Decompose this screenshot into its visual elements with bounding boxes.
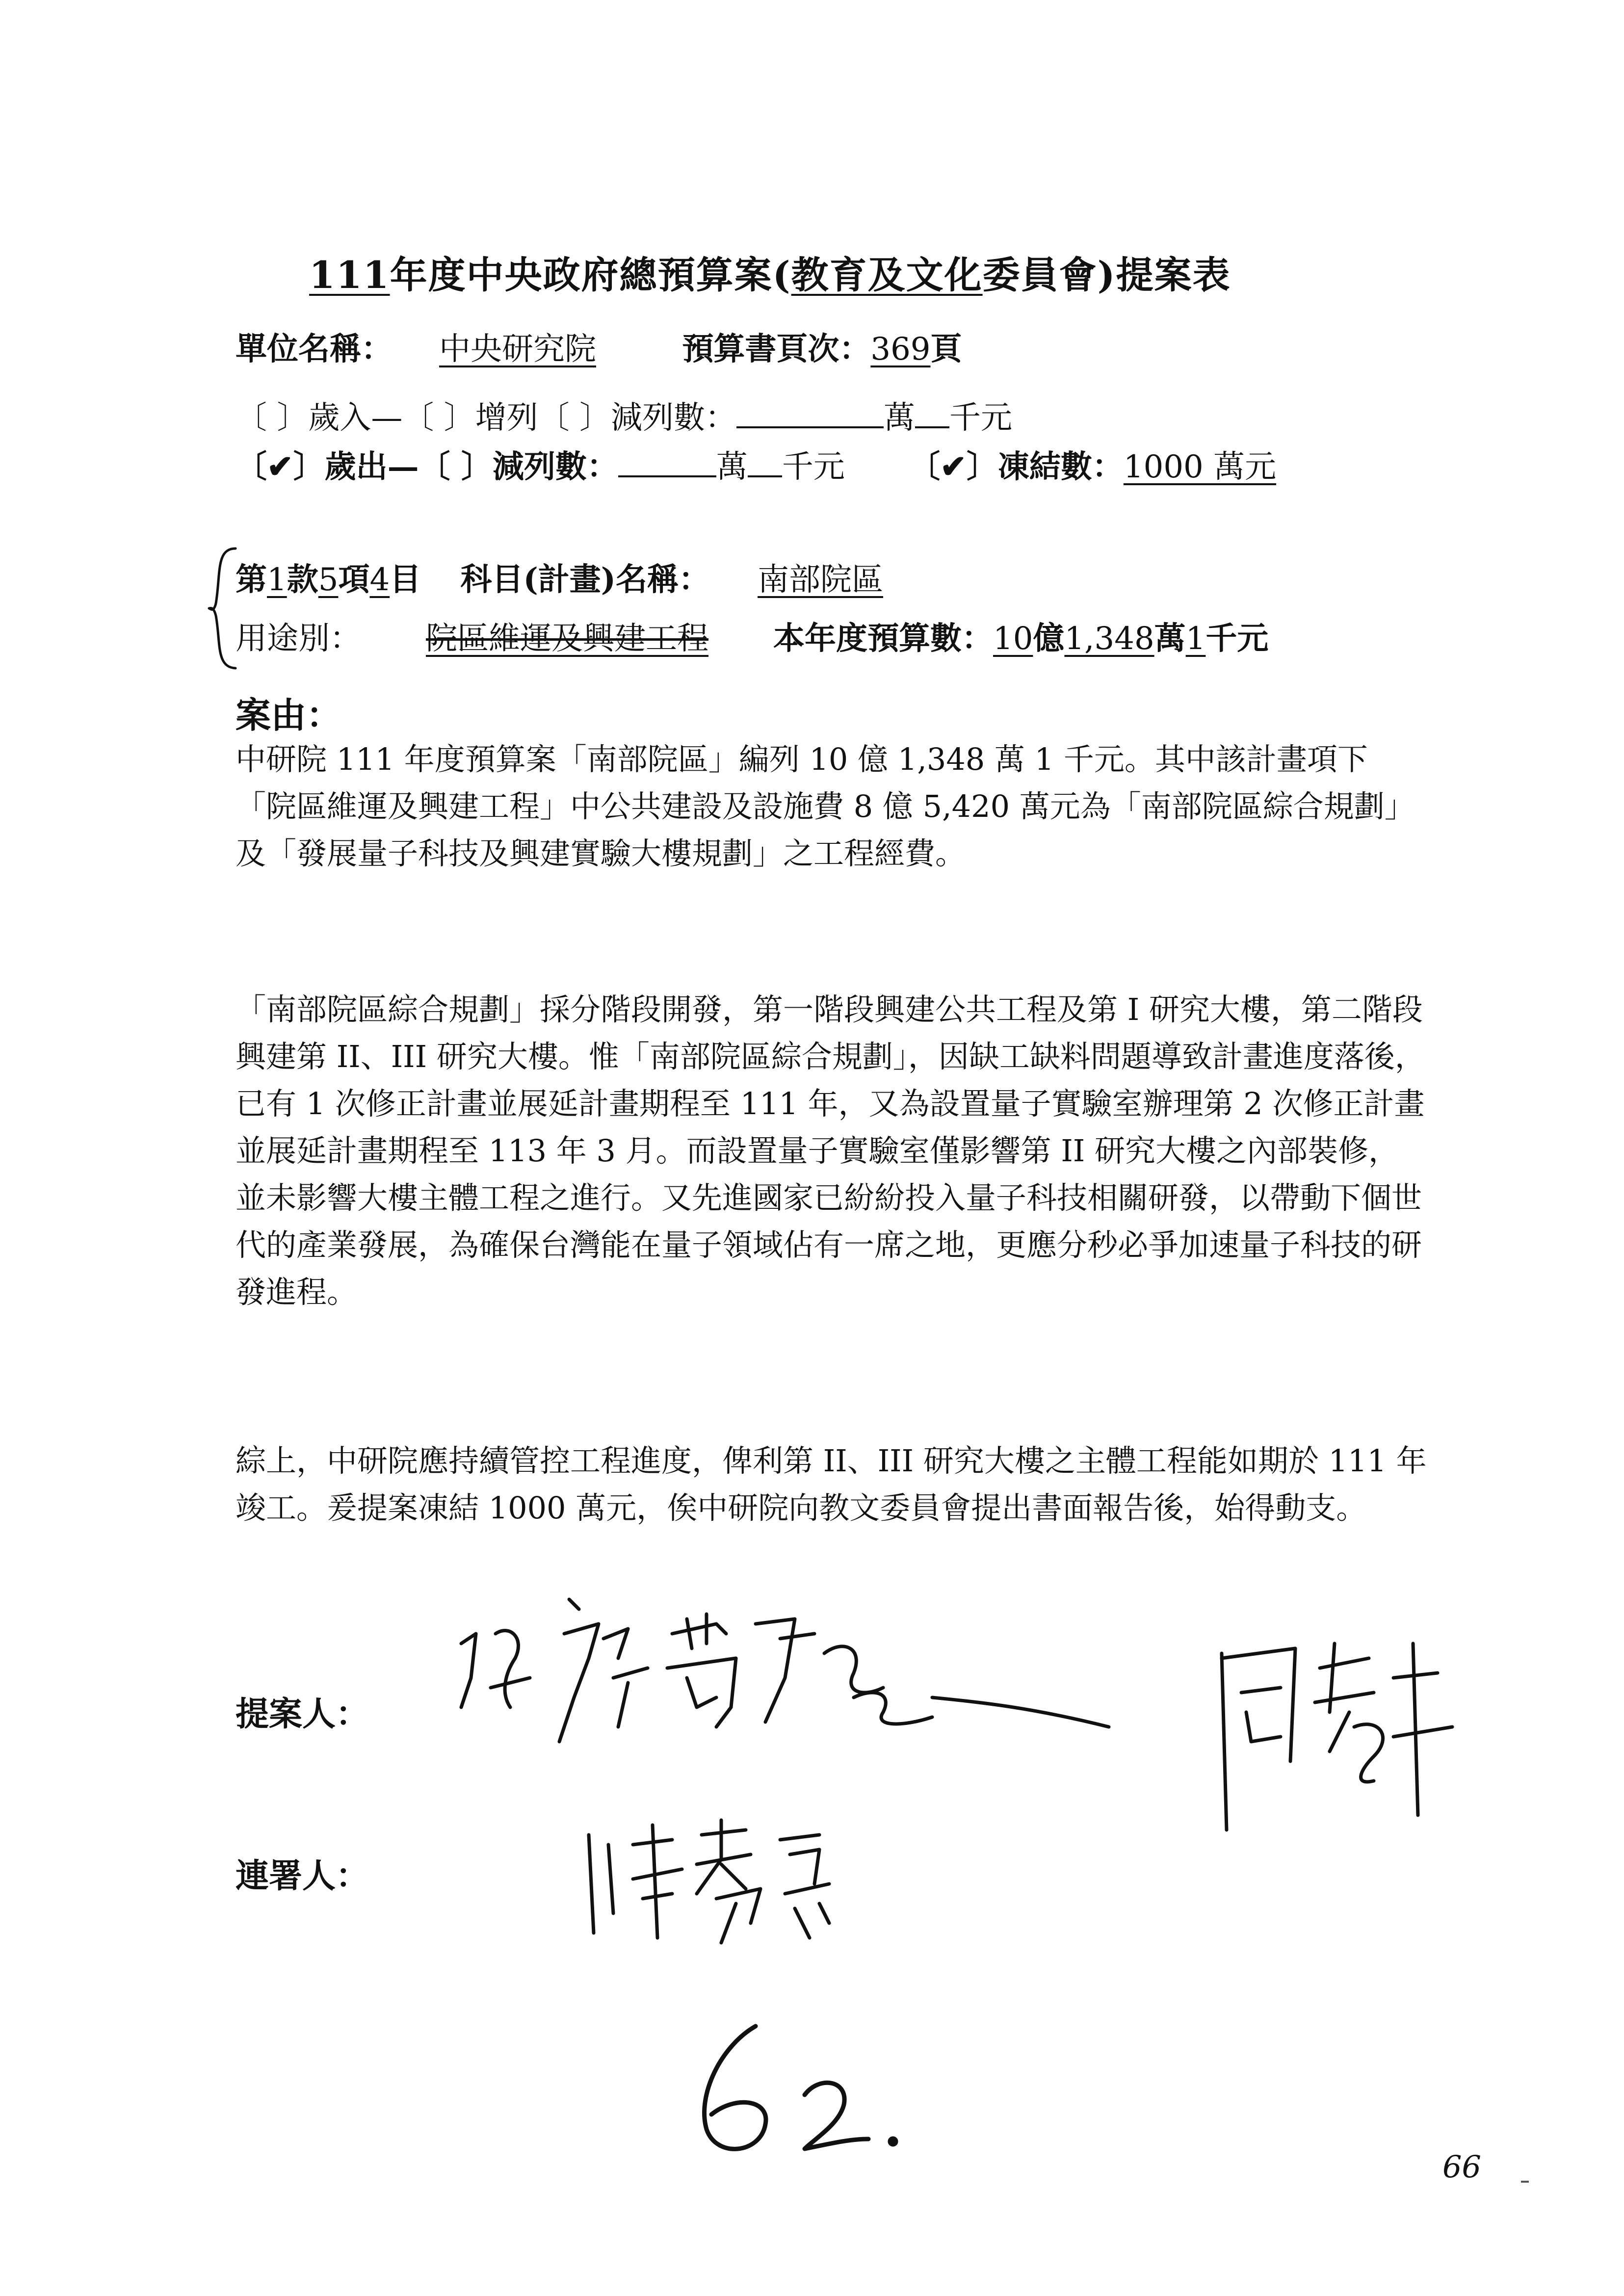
usage-value: 院區維運及興建工程 bbox=[426, 621, 708, 657]
expense-wan: 萬 bbox=[716, 449, 748, 485]
proposer-signature-1 bbox=[442, 1580, 1138, 1786]
kuan-label: 款 bbox=[287, 561, 318, 598]
title-year: 111 bbox=[309, 253, 390, 297]
freeze-label: 凍結數： bbox=[997, 448, 1124, 485]
budget-yi-unit: 億 bbox=[1033, 620, 1065, 657]
income-wan-blank bbox=[736, 426, 884, 428]
subject-label: 科目(計畫)名稱： bbox=[460, 561, 710, 598]
page-suffix: 頁 bbox=[930, 331, 962, 367]
unit-value: 中央研究院 bbox=[439, 331, 596, 367]
item-di: 第 bbox=[236, 561, 267, 598]
reason-heading: 案由： bbox=[236, 694, 342, 736]
handwritten-number bbox=[682, 2016, 917, 2164]
reason-paragraph-1 bbox=[236, 736, 1428, 877]
expense-qian: 千元 bbox=[782, 449, 845, 485]
budget-wan: 1,348 bbox=[1064, 621, 1154, 657]
budget-qian: 1 bbox=[1185, 621, 1206, 657]
expense-row bbox=[236, 442, 1276, 487]
page-value: 369 bbox=[870, 331, 931, 367]
proposer-signature-2 bbox=[1207, 1614, 1482, 1850]
xiang-num: 5 bbox=[318, 562, 339, 598]
income-wan: 萬 bbox=[884, 400, 916, 436]
page-number-dash bbox=[1521, 2181, 1529, 2183]
income-line: 〔 〕歲入—〔 〕增列〔 〕減列數： bbox=[236, 400, 737, 436]
title-part-2: 委員會)提案表 bbox=[982, 253, 1231, 297]
unit-row bbox=[236, 324, 962, 369]
page-label: 預算書頁次： bbox=[682, 331, 871, 367]
mu-num: 4 bbox=[369, 562, 390, 598]
reason-paragraph-3 bbox=[236, 1437, 1428, 1532]
usage-value-underline bbox=[361, 613, 773, 658]
form-title bbox=[309, 245, 1231, 299]
reason-paragraph-2-text: 「南部院區綜合規劃」採分階段開發，第一階段興建公共工程及第 I 研究大樓，第二階段興建第 II、III 研究大樓。惟「南部院區綜合規劃」，因缺工缺料問題導致計畫進度落後，已有 1 次修正計畫並展延計畫期程至 111 年，又為設置量子實驗室辦理第 2 次修正計畫並展延計畫期程至 113 年 3 月。而設置量子實驗室僅影響第 II 研究大樓之內部裝修，並未影響大樓主體工程之進行。又先進國家已紛紛投入量子科技相關研發，以帶動下個世代的產業發展，為確保台灣能在量子領域佔有一席之地，更應分秒必爭加速量子科技的研發進程。 bbox=[236, 991, 1425, 1310]
reason-paragraph-3-text: 綜上，中研院應持續管控工程進度，俾利第 II、III 研究大樓之主體工程能如期於 111 年竣工。爰提案凍結 1000 萬元，俟中研院向教文委員會提出書面報告後，始得動支。 bbox=[236, 1443, 1427, 1526]
subject-value: 南部院區 bbox=[758, 562, 884, 598]
kuan-num: 1 bbox=[267, 562, 287, 598]
reason-paragraph-2 bbox=[236, 986, 1428, 1316]
mu-label: 目 bbox=[390, 561, 421, 598]
income-qian-blank bbox=[915, 426, 949, 428]
freeze-check: 〔✔〕 bbox=[909, 448, 998, 485]
budget-label: 本年度預算數： bbox=[773, 620, 993, 657]
freeze-value: 1000 萬元 bbox=[1123, 449, 1277, 485]
title-part-1: 年度中央政府總預算案( bbox=[390, 253, 791, 297]
cosigner-signature bbox=[574, 1815, 849, 1953]
xiang-label: 項 bbox=[338, 561, 370, 598]
item-row bbox=[236, 554, 931, 600]
cosigner-label: 連署人： bbox=[236, 1856, 369, 1896]
expense-check: 〔✔〕 bbox=[236, 448, 325, 485]
unit-label: 單位名稱： bbox=[236, 331, 393, 367]
budget-wan-unit: 萬 bbox=[1154, 620, 1186, 657]
expense-qian-blank bbox=[748, 475, 782, 477]
income-row bbox=[236, 392, 1012, 438]
proposer-label: 提案人： bbox=[236, 1695, 369, 1734]
expense-wan-blank bbox=[618, 475, 716, 477]
title-committee: 教育及文化 bbox=[791, 253, 983, 297]
budget-qian-unit: 千元 bbox=[1205, 620, 1269, 657]
budget-yi: 10 bbox=[993, 621, 1033, 657]
reason-paragraph-1-text: 中研院 111 年度預算案「南部院區」編列 10 億 1,348 萬 1 千元。其中該計畫項下「院區維運及興建工程」中公共建設及設施費 8 億 5,420 萬元為「南部院區綜合規劃」及「發展量子科技及興建實驗大樓規劃」之工程經費。 bbox=[236, 741, 1415, 871]
usage-label: 用途別： bbox=[236, 621, 361, 657]
expense-label: 歲出—〔 〕減列數： bbox=[324, 448, 618, 485]
page-number: 66 bbox=[1442, 2149, 1481, 2185]
income-qian: 千元 bbox=[949, 400, 1013, 436]
usage-row bbox=[236, 613, 1268, 658]
